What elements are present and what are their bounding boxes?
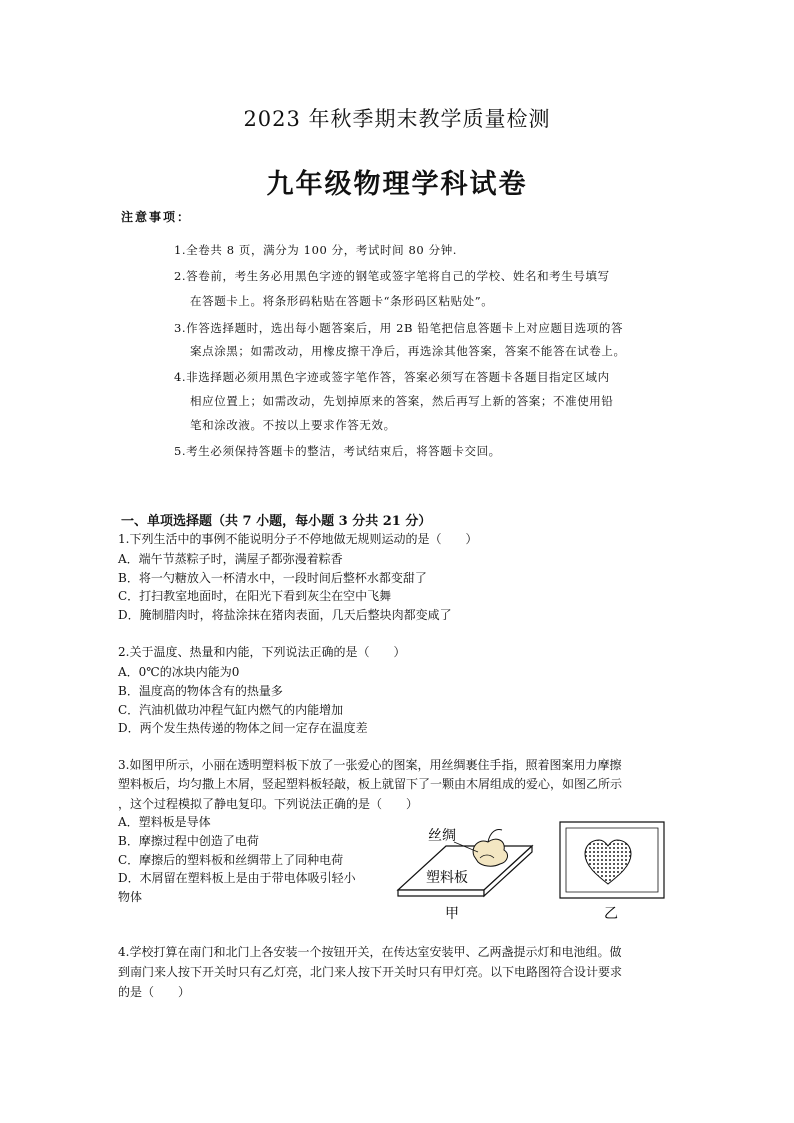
exam-subject-title: 九年级物理学科试卷 — [266, 169, 528, 200]
figure-label-silk: 丝绸 — [428, 828, 456, 844]
question-3-option-d-cont: 物体 — [118, 890, 143, 904]
question-3-stem-line-2: 塑料板后，均匀撒上木屑，竖起塑料板轻敲，板上就留下了一颗由木屑组成的爱心，如图乙所示 — [118, 777, 623, 791]
question-4-stem-line-1: 4.学校打算在南门和北门上各安装一个按钮开关，在传达室安装甲、乙两盏提示灯和电池组。做 — [118, 945, 622, 959]
question-3-option-d: D．木屑留在塑料板上是由于带电体吸引轻小 — [118, 871, 356, 885]
question-1-option-b: B．将一勺糖放入一杯清水中，一段时间后整杯水都变甜了 — [118, 571, 427, 585]
question-1-stem: 1.下列生活中的事例不能说明分子不停地做无规则运动的是（ ） — [118, 532, 478, 546]
question-3-stem-line-1: 3.如图甲所示，小丽在透明塑料板下放了一张爱心的图案，用丝绸裹住手指，照着图案用力摩擦 — [118, 758, 622, 772]
notice-line-5: 5.考生必须保持答题卡的整洁，考试结束后，将答题卡交回。 — [174, 444, 501, 458]
question-3-figure — [392, 818, 672, 926]
question-2-option-b: B．温度高的物体含有的热量多 — [118, 684, 283, 698]
question-1-option-c: C．打扫教室地面时，在阳光下看到灰尘在空中飞舞 — [118, 589, 392, 603]
notice-heading: 注意事项： — [121, 210, 192, 224]
notice-line-3-cont: 案点涂黑；如需改动，用橡皮擦干净后，再选涂其他答案，答案不能答在试卷上。 — [190, 344, 626, 358]
question-2-option-c: C．汽油机做功冲程气缸内燃气的内能增加 — [118, 703, 344, 717]
question-2-option-d: D．两个发生热传递的物体之间一定存在温度差 — [118, 721, 368, 735]
figure-label-board: 塑料板 — [426, 870, 468, 886]
notice-line-2-cont: 在答题卡上。将条形码粘贴在答题卡“条形码区粘贴处”。 — [190, 294, 494, 308]
question-3-option-b: B．摩擦过程中创造了电荷 — [118, 834, 259, 848]
notice-line-2: 2.答卷前，考生务必用黑色字迹的钢笔或签字笔将自己的学校、姓名和考生号填写 — [174, 269, 610, 283]
figure-caption-b: 乙 — [604, 906, 618, 922]
notice-line-1: 1.全卷共 8 页，满分为 100 分，考试时间 80 分钟. — [174, 243, 458, 257]
notice-line-4-cont2: 笔和涂改液。不按以上要求作答无效。 — [190, 418, 396, 432]
silk-hand-icon — [473, 830, 507, 867]
question-1-option-d: D．腌制腊肉时，将盐涂抹在猪肉表面，几天后整块肉都变咸了 — [118, 608, 452, 622]
notice-line-4-cont: 相应位置上；如需改动，先划掉原来的答案，然后再写上新的答案；不准使用铅 — [190, 394, 614, 408]
question-3-stem-line-3: ，这个过程模拟了静电复印。下列说法正确的是（ ） — [118, 797, 419, 811]
figure-caption-a: 甲 — [445, 906, 459, 922]
question-1-option-a: A．端午节蒸粽子时，满屋子都弥漫着粽香 — [118, 552, 343, 566]
question-4-stem-line-3: 的是（ ） — [118, 985, 191, 999]
question-3-option-a: A．塑料板是导体 — [118, 815, 211, 829]
exam-title: 2023 年秋季期末教学质量检测 — [243, 107, 551, 131]
section-heading: 一、单项选择题（共 7 小题，每小题 3 分共 21 分） — [121, 514, 432, 529]
question-4-stem-line-2: 到南门来人按下开关时只有乙灯亮，北门来人按下开关时只有甲灯亮。以下电路图符合设计要求 — [118, 965, 623, 979]
question-2-option-a: A．0℃的冰块内能为0 — [118, 665, 240, 679]
question-2-stem: 2.关于温度、热量和内能，下列说法正确的是（ ） — [118, 645, 406, 659]
notice-line-3: 3.作答选择题时，选出每小题答案后，用 2B 铅笔把信息答题卡上对应题目选项的答 — [174, 321, 624, 335]
notice-line-4: 4.非选择题必须用黑色字迹或签字笔作答，答案必须写在答题卡各题目指定区域内 — [174, 370, 610, 384]
question-3-option-c: C．摩擦后的塑料板和丝绸带上了同种电荷 — [118, 853, 344, 867]
